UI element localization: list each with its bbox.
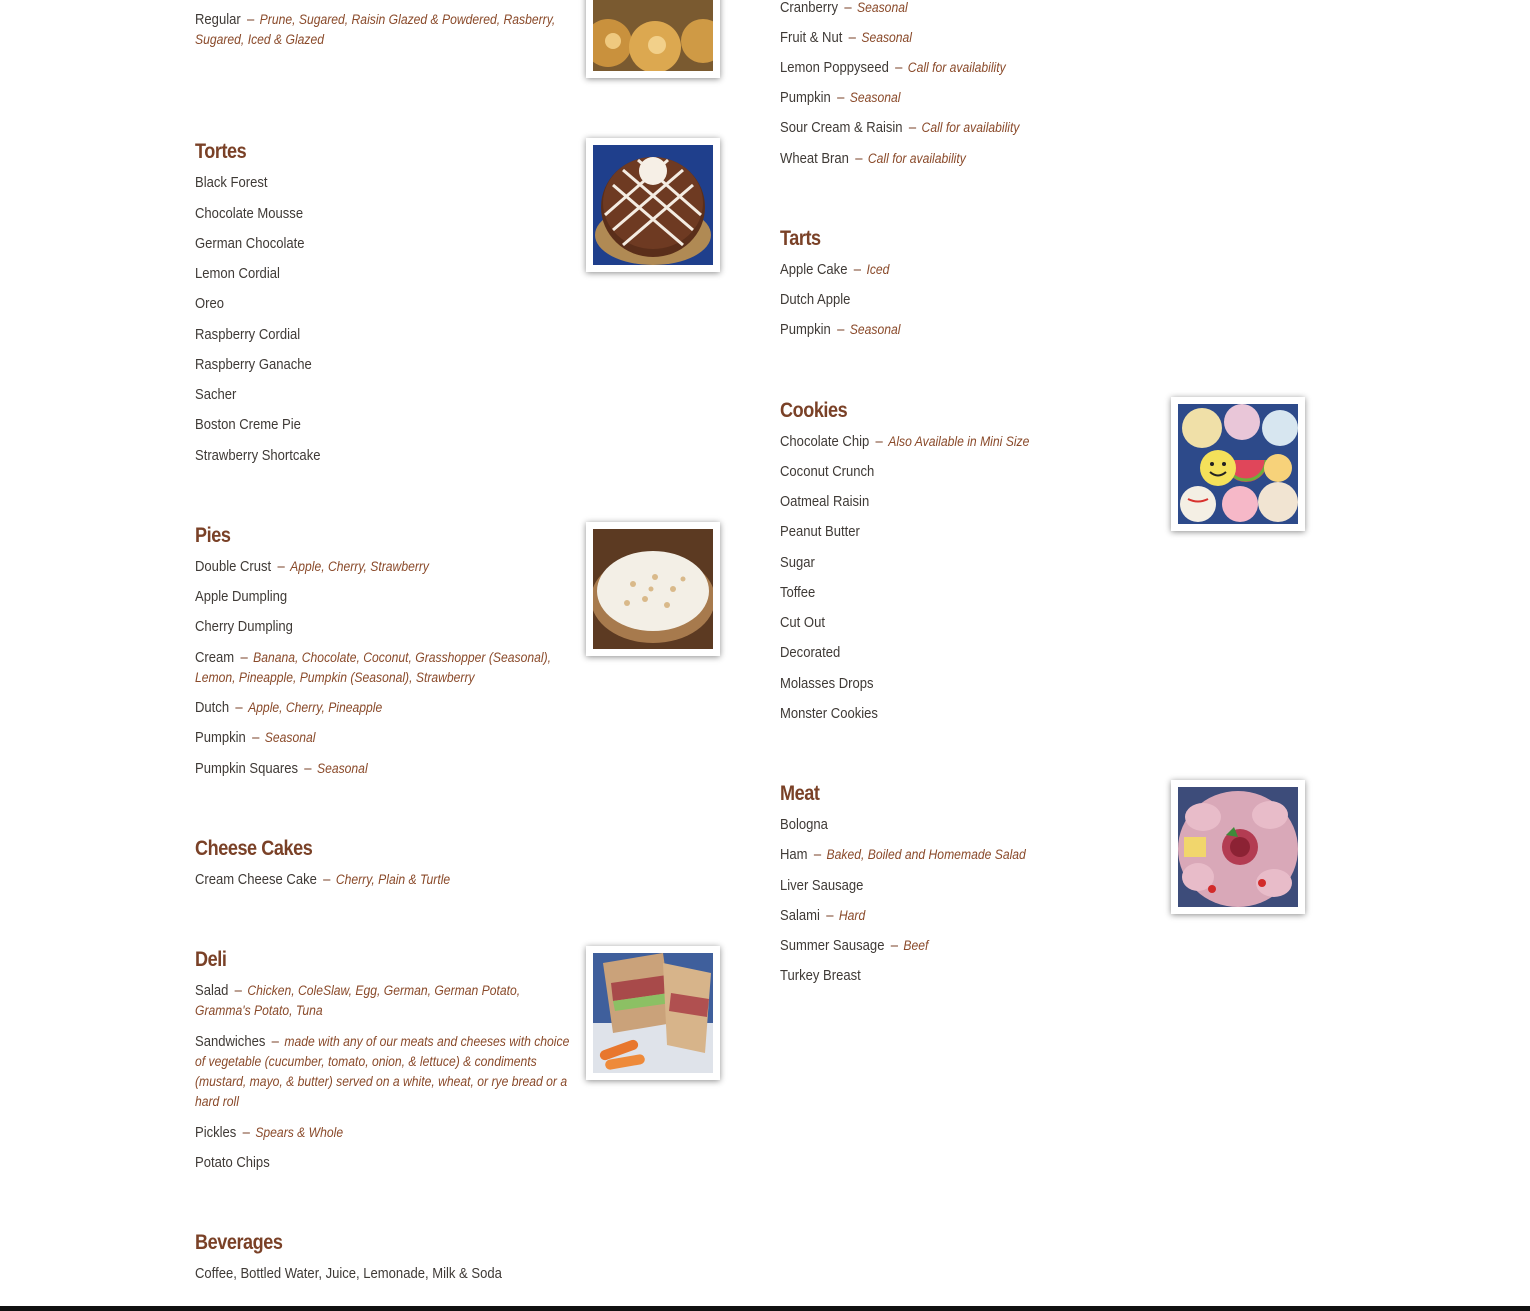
item-name: Salad [195, 983, 229, 999]
separator: – [848, 30, 856, 46]
section-title-tarts: Tarts [780, 227, 821, 250]
separator: – [271, 1034, 279, 1050]
separator: – [252, 730, 260, 746]
section-title-meat: Meat [780, 782, 820, 805]
menu-item [195, 1123, 591, 1143]
menu-item [195, 325, 591, 345]
item-name: Pumpkin [195, 730, 246, 746]
menu-item [780, 613, 1176, 633]
menu-item [195, 355, 591, 375]
menu-item [780, 876, 1176, 896]
menu-item [780, 583, 1176, 603]
item-name: Dutch [195, 700, 230, 716]
menu-item [195, 981, 577, 1021]
menu-item [780, 492, 1176, 512]
menu-item [195, 385, 591, 405]
item-note: Seasonal [849, 90, 901, 105]
item-name: Chocolate Mousse [195, 206, 304, 222]
menu-item [780, 0, 1176, 18]
item-name: Chocolate Chip [780, 434, 870, 450]
item-name: Sugar [780, 555, 815, 571]
menu-item [780, 28, 1176, 48]
item-note: Beef [903, 938, 929, 953]
menu-item [780, 643, 1176, 663]
menu-item [780, 815, 1176, 835]
item-note: Banana, Chocolate, Coconut, Grasshopper (Seasonal), Lemon, Pineapple, Pumpkin (Seasonal), Strawberry [195, 650, 551, 685]
menu-item [780, 553, 1176, 573]
separator: – [234, 983, 242, 999]
menu-item [195, 587, 591, 607]
section-title-cheese-cakes: Cheese Cakes [195, 837, 313, 860]
item-note: Hard [838, 908, 866, 923]
item-name: Apple Dumpling [195, 589, 288, 605]
item-name: Cream [195, 650, 235, 666]
separator: – [242, 1125, 250, 1141]
separator: – [875, 434, 883, 450]
separator: – [235, 700, 243, 716]
item-note: Iced [866, 262, 890, 277]
item-name: Cranberry [780, 0, 839, 16]
separator: – [837, 322, 845, 338]
item-name: Sour Cream & Raisin [780, 120, 903, 136]
menu-item [195, 294, 591, 314]
item-name: Lemon Cordial [195, 266, 280, 282]
item-name: Lemon Poppyseed [780, 60, 889, 76]
menu-item [780, 432, 1176, 452]
item-note: Call for availability [867, 151, 966, 166]
menu-item [780, 674, 1176, 694]
item-note: Chicken, ColeSlaw, Egg, German, German Potato, Gramma's Potato, Tuna [195, 983, 521, 1018]
item-name: Boston Creme Pie [195, 417, 301, 433]
page-bottom-border [0, 1306, 1530, 1311]
item-name: German Chocolate [195, 236, 305, 252]
item-name: Coffee, Bottled Water, Juice, Lemonade, Milk & Soda [195, 1266, 502, 1282]
separator: – [855, 151, 863, 167]
separator: – [844, 0, 852, 16]
separator: – [895, 60, 903, 76]
item-name: Salami [780, 908, 820, 924]
menu-item [195, 1032, 577, 1112]
item-note: Spears & Whole [255, 1125, 344, 1140]
item-name: Dutch Apple [780, 292, 851, 308]
item-name: Apple Cake [780, 262, 848, 278]
item-name: Cream Cheese Cake [195, 872, 317, 888]
item-note: Call for availability [907, 60, 1006, 75]
separator: – [837, 90, 845, 106]
menu-item [780, 260, 1176, 280]
item-name: Pumpkin [780, 90, 831, 106]
item-name: Sandwiches [195, 1034, 266, 1050]
item-name: Wheat Bran [780, 151, 849, 167]
item-name: Turkey Breast [780, 968, 861, 984]
item-name: Regular [195, 12, 241, 28]
item-note: Seasonal [264, 730, 316, 745]
menu-item [195, 698, 591, 718]
item-note: Seasonal [849, 322, 901, 337]
menu-item [195, 759, 591, 779]
separator: – [247, 12, 255, 28]
separator: – [304, 761, 312, 777]
item-note: Apple, Cherry, Pineapple [248, 700, 383, 715]
item-name: Fruit & Nut [780, 30, 843, 46]
separator: – [826, 908, 834, 924]
menu-item [195, 10, 577, 50]
item-note: Baked, Boiled and Homemade Salad [826, 847, 1026, 862]
menu-item [780, 88, 1176, 108]
menu-item [195, 1153, 591, 1173]
item-name: Pickles [195, 1125, 237, 1141]
cookies-photo [1171, 397, 1305, 531]
section-title-beverages: Beverages [195, 1231, 283, 1254]
menu-item [195, 728, 591, 748]
menu-item [195, 415, 591, 435]
item-name: Summer Sausage [780, 938, 885, 954]
item-note: Apple, Cherry, Strawberry [290, 559, 430, 574]
section-title-deli: Deli [195, 948, 227, 971]
item-note: Seasonal [861, 30, 913, 45]
item-note: Cherry, Plain & Turtle [335, 872, 451, 887]
menu-item [195, 1264, 591, 1284]
menu-item [780, 936, 1176, 956]
item-note: Call for availability [921, 120, 1020, 135]
separator: – [853, 262, 862, 278]
menu-item [195, 173, 591, 193]
separator: – [890, 938, 899, 954]
item-name: Black Forest [195, 175, 268, 191]
item-name: Coconut Crunch [780, 464, 875, 480]
menu-item [780, 149, 1176, 169]
item-name: Raspberry Ganache [195, 357, 312, 373]
donuts-photo [586, 0, 720, 78]
section-title-cookies: Cookies [780, 399, 848, 422]
menu-item [195, 648, 577, 688]
item-name: Raspberry Cordial [195, 327, 301, 343]
pie-photo [586, 522, 720, 656]
menu-item [195, 557, 591, 577]
item-name: Molasses Drops [780, 676, 874, 692]
menu-item [780, 966, 1176, 986]
item-name: Strawberry Shortcake [195, 448, 321, 464]
item-name: Double Crust [195, 559, 272, 575]
separator: – [323, 872, 331, 888]
item-name: Toffee [780, 585, 816, 601]
separator: – [908, 120, 917, 136]
menu-item [195, 446, 591, 466]
item-name: Ham [780, 847, 808, 863]
menu-item [780, 522, 1176, 542]
item-name: Potato Chips [195, 1155, 270, 1171]
item-name: Cut Out [780, 615, 825, 631]
item-note: Seasonal [856, 0, 908, 15]
separator: – [240, 650, 248, 666]
item-note: Prune, Sugared, Raisin Glazed & Powdered, Rasberry, Sugared, Iced & Glazed [195, 12, 556, 47]
menu-item [195, 234, 591, 254]
menu-item [195, 264, 591, 284]
menu-item [780, 906, 1176, 926]
item-name: Bologna [780, 817, 828, 833]
meat-tray-photo [1171, 780, 1305, 914]
section-title-tortes: Tortes [195, 140, 247, 163]
menu-item [780, 118, 1176, 138]
menu-item [780, 704, 1176, 724]
item-name: Sacher [195, 387, 237, 403]
separator: – [277, 559, 285, 575]
item-note: made with any of our meats and cheeses with choice of vegetable (cucumber, tomato, onion, & lettuce) & condiments (mustard, mayo, & butter) served on a white, wheat, or rye bread or a hard roll [195, 1034, 570, 1109]
menu-item [195, 617, 591, 637]
sandwich-photo [586, 946, 720, 1080]
item-name: Pumpkin [780, 322, 831, 338]
item-name: Liver Sausage [780, 878, 864, 894]
item-name: Oatmeal Raisin [780, 494, 870, 510]
menu-item [780, 462, 1176, 482]
item-name: Pumpkin Squares [195, 761, 299, 777]
menu-item [195, 204, 591, 224]
item-note: Also Available in Mini Size [888, 434, 1030, 449]
menu-item [780, 320, 1176, 340]
separator: – [813, 847, 822, 863]
item-note: Seasonal [316, 761, 368, 776]
menu-item [780, 290, 1176, 310]
menu-item [780, 845, 1176, 865]
menu-item [780, 58, 1176, 78]
item-name: Oreo [195, 296, 225, 312]
item-name: Decorated [780, 645, 841, 661]
torte-photo [586, 138, 720, 272]
item-name: Cherry Dumpling [195, 619, 293, 635]
item-name: Monster Cookies [780, 706, 878, 722]
item-name: Peanut Butter [780, 524, 860, 540]
section-title-pies: Pies [195, 524, 231, 547]
menu-item [195, 870, 591, 890]
